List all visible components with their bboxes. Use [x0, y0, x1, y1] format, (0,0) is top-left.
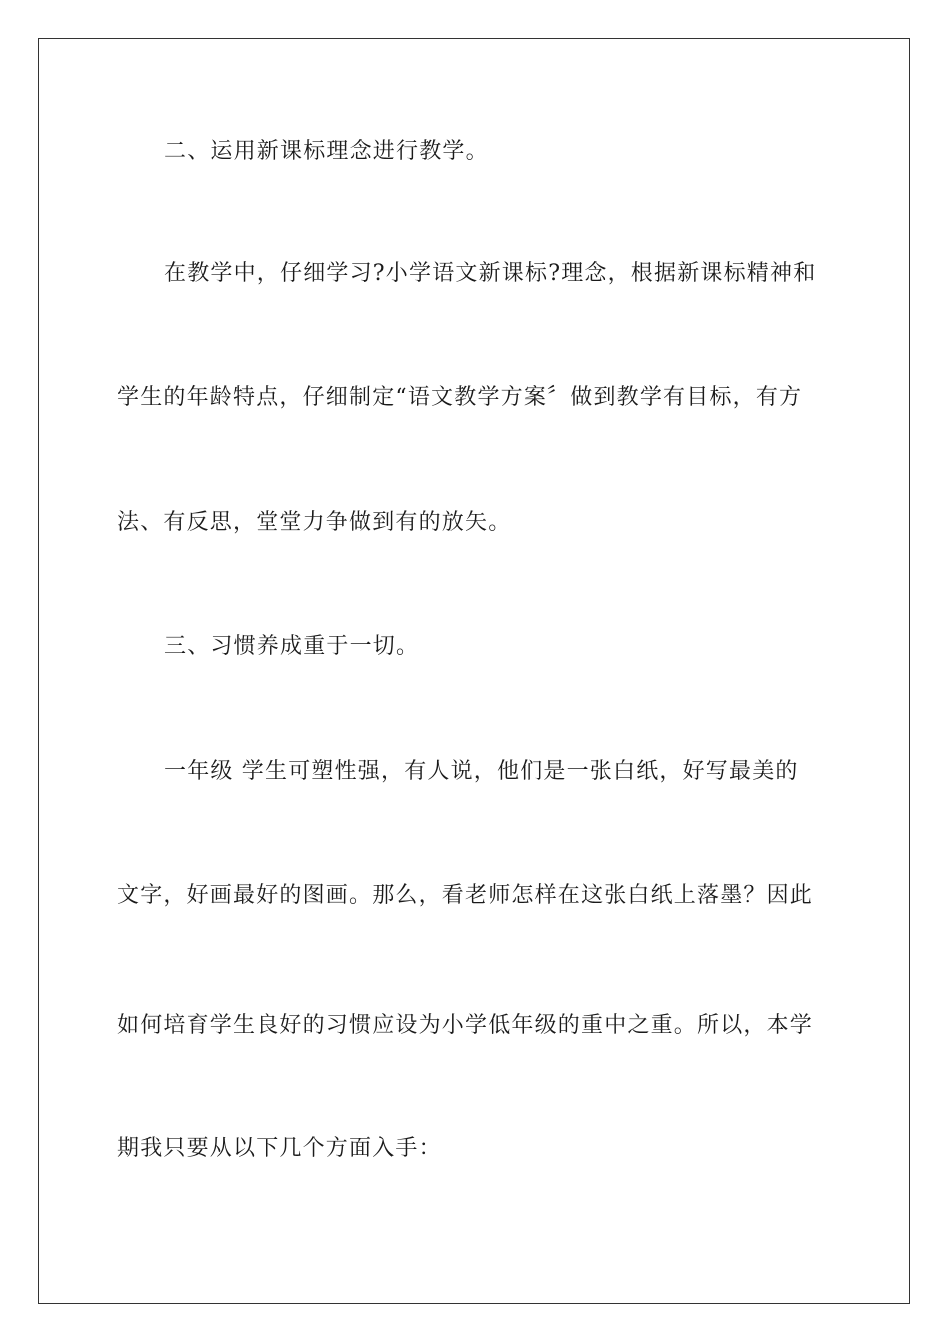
- section-heading-3: 三、习惯养成重于一切。: [164, 634, 420, 659]
- paragraph-line: 在教学中，仔细学习?小学语文新课标?理念，根据新课标精神和: [164, 261, 817, 286]
- paragraph-line: 一年级 学生可塑性强，有人说，他们是一张白纸，好写最美的: [164, 759, 799, 784]
- paragraph-line: 期我只要从以下几个方面入手：: [117, 1136, 442, 1161]
- paragraph-line: 如何培育学生良好的习惯应设为小学低年级的重中之重。所以，本学: [117, 1013, 814, 1038]
- paragraph-line: 学生的年龄特点，仔细制定“语文教学方案〞做到教学有目标，有方: [117, 385, 803, 410]
- paragraph-line: 法、有反思，堂堂力争做到有的放矢。: [117, 510, 512, 535]
- page-border: [38, 38, 910, 1304]
- section-heading-2: 二、运用新课标理念进行教学。: [164, 139, 489, 164]
- paragraph-line: 文字，好画最好的图画。那么，看老师怎样在这张白纸上落墨？因此: [117, 883, 814, 908]
